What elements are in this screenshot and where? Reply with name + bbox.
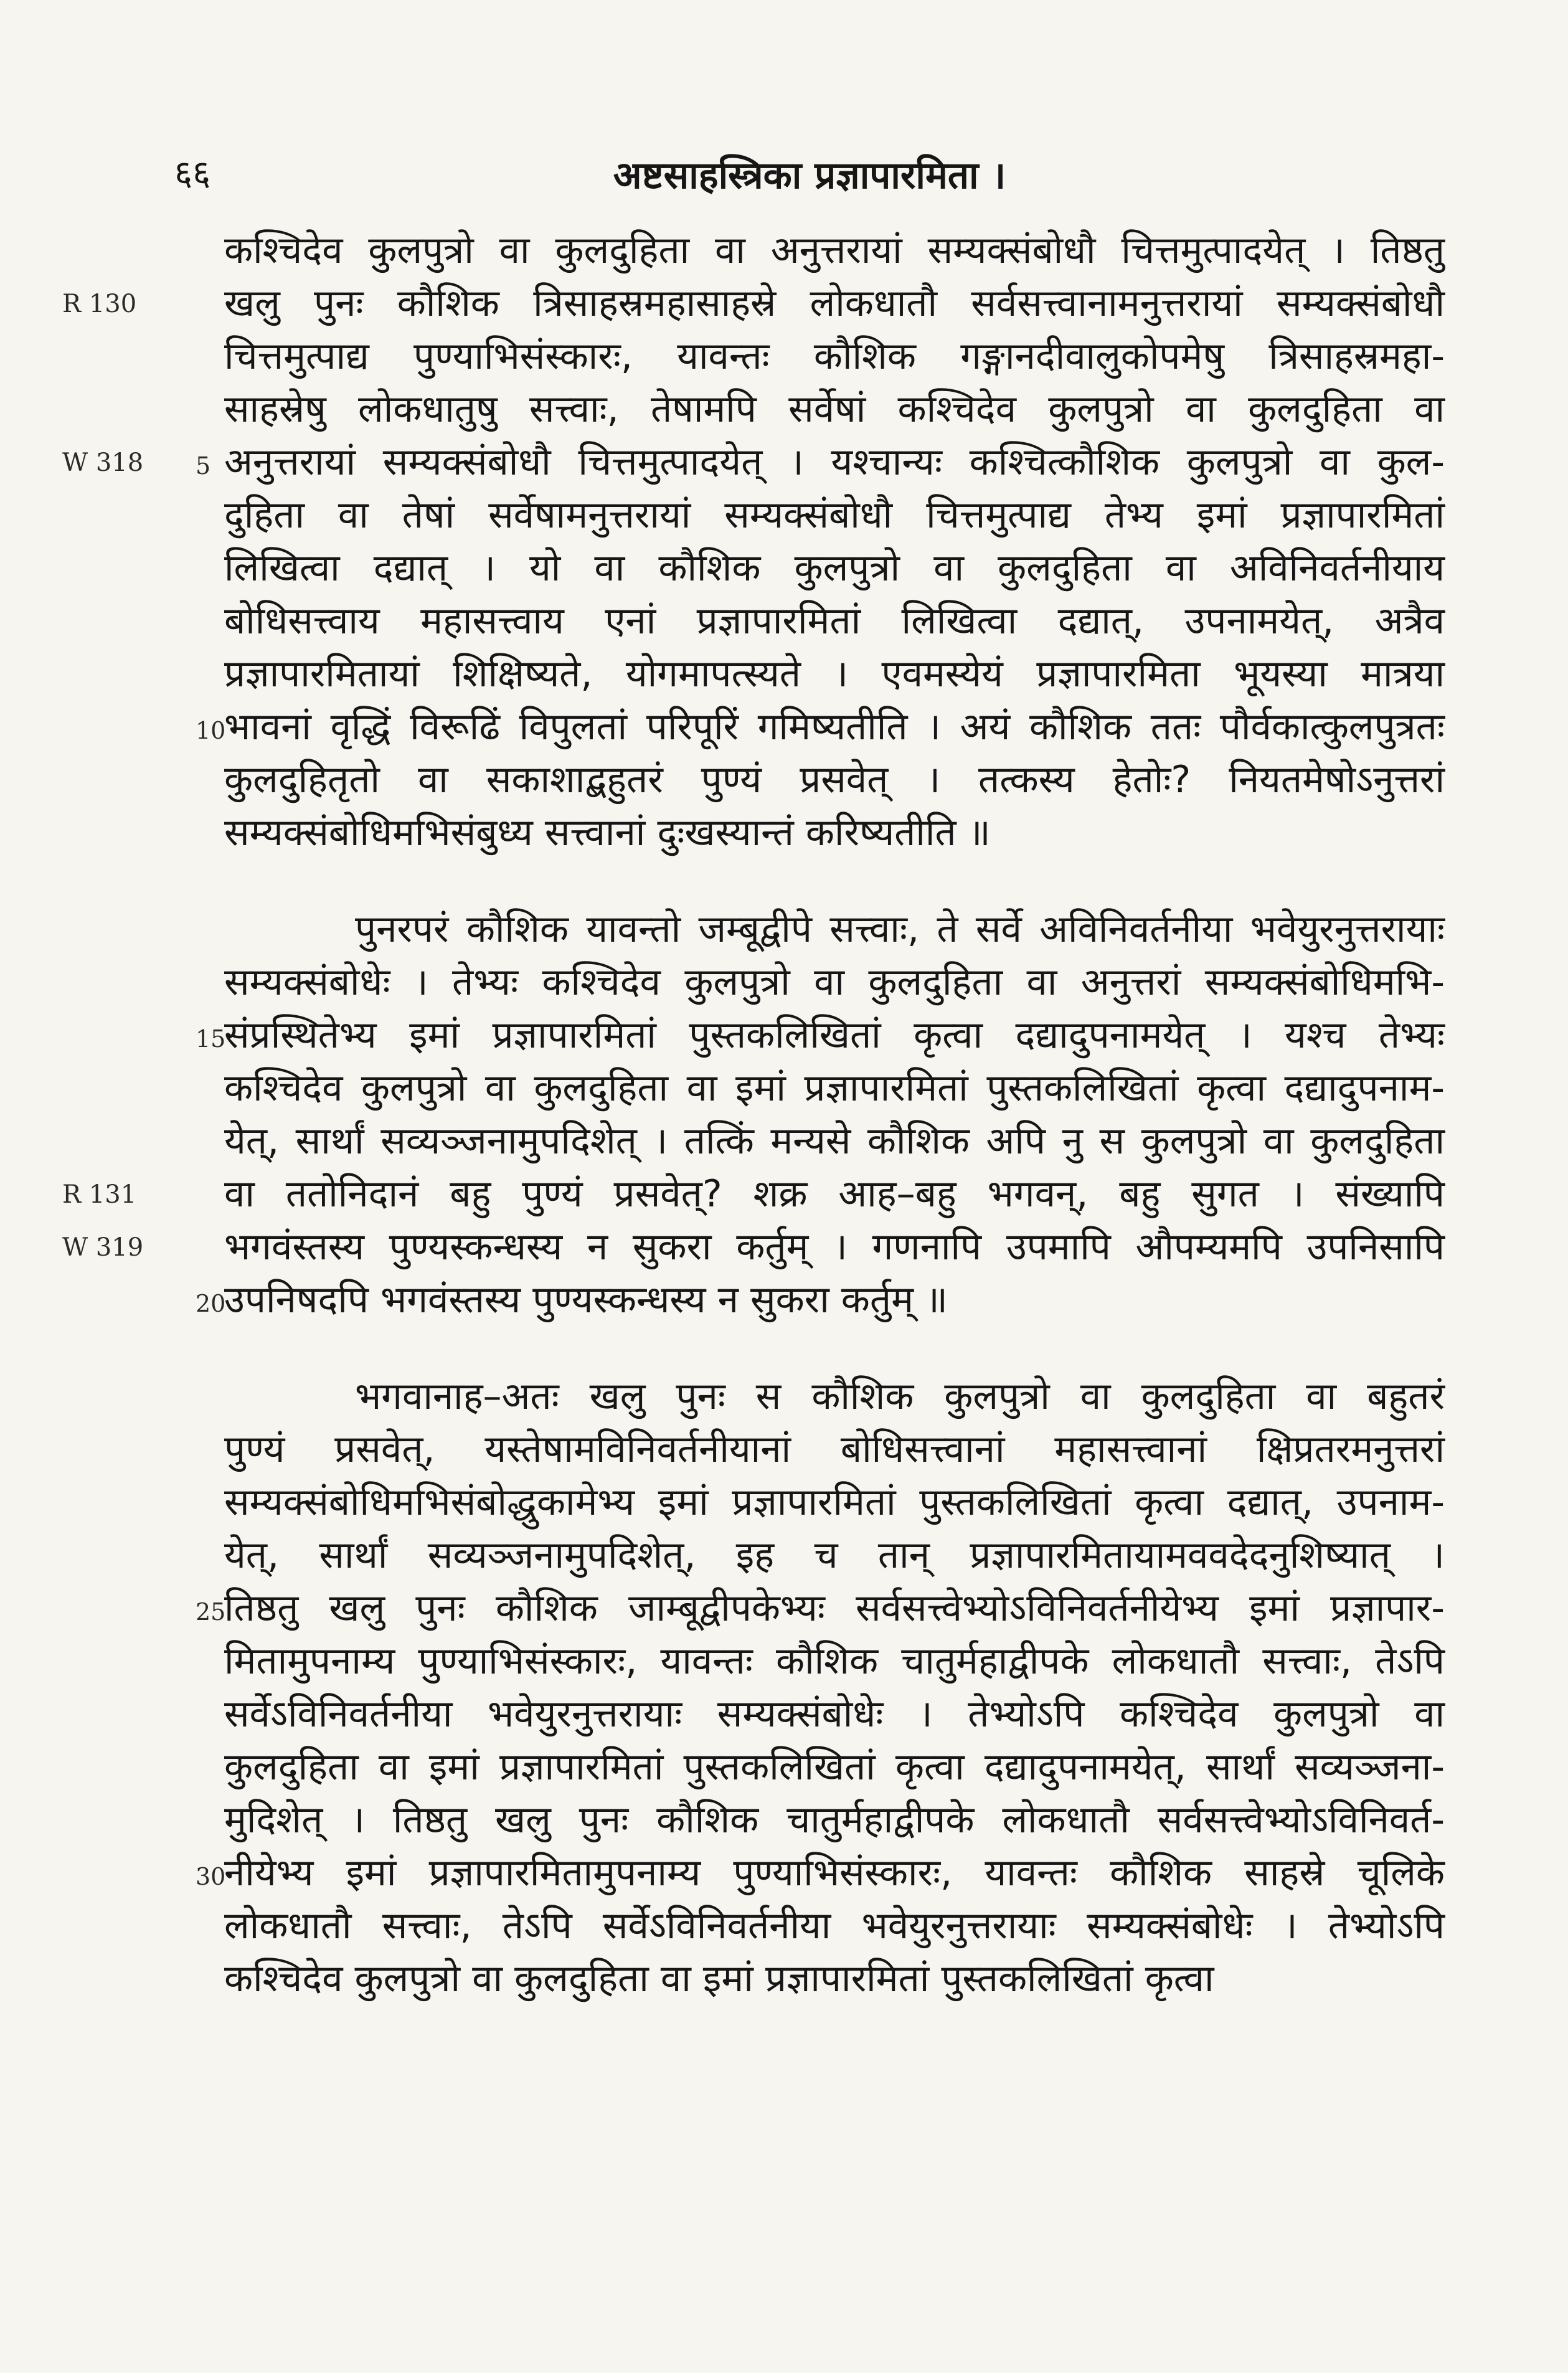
text-line: भगवंस्तस्य पुण्यस्कन्धस्य न सुकरा कर्तुम् । गणनापि उपमापि औपम्यमपि उपनिसापि — [224, 1225, 1445, 1269]
text-line: प्रज्ञापारमितायां शिक्षिष्यते, योगमापत्स्यते । एवमस्येयं प्रज्ञापारमिता भूयस्या मात्रया — [224, 652, 1445, 696]
text-line: पुनरपरं कौशिक यावन्तो जम्बूद्वीपे सत्त्वाः, ते सर्वे अविनिवर्तनीया भवेयुरनुत्तरायाः — [355, 907, 1445, 951]
text-line: चित्तमुत्पाद्य पुण्याभिसंस्कारः, यावन्तः कौशिक गङ्गानदीवालुकोपमेषु त्रिसाहस्रमहा- — [224, 334, 1445, 378]
text-line: 25 तिष्ठतु खलु पुनः कौशिक जाम्बूद्वीपकेभ्यः सर्वसत्त्वेभ्योऽविनिवर्तनीयेभ्य इमां प्रज्ञापार- — [224, 1582, 1445, 1635]
text-line: कश्चिदेव कुलपुत्रो वा कुलदुहिता वा इमां प्रज्ञापारमितां पुस्तकलिखितां कृत्वा — [224, 1957, 1214, 2001]
text-line: भगवानाह–अतः खलु पुनः स कौशिक कुलपुत्रो वा कुलदुहिता वा बहुतरं — [355, 1375, 1445, 1418]
text-line: 5 अनुत्तरायां सम्यक्संबोधौ चित्तमुत्पादयेत् । यश्चान्यः कश्चित्कौशिक कुलपुत्रो वा कुल- — [224, 436, 1445, 489]
paragraph-gap — [224, 860, 1445, 903]
text-line: मितामुपनाम्य पुण्याभिसंस्कारः, यावन्तः कौशिक चातुर्महाद्वीपके लोकधातौ सत्त्वाः, तेऽपि — [224, 1639, 1445, 1683]
margin-reference: W 319 — [62, 1233, 144, 1262]
paragraph — [196, 1370, 1445, 2006]
page-number: ६६ — [174, 153, 211, 194]
body-text — [196, 224, 1445, 2006]
text-line: दुहिता वा तेषां सर्वेषामनुत्तरायां सम्यक्संबोधौ चित्तमुत्पाद्य तेभ्य इमां प्रज्ञापारमितां — [224, 493, 1445, 537]
text-line: बोधिसत्त्वाय महासत्त्वाय एनां प्रज्ञापारमितां लिखित्वा दद्यात्, उपनामयेत्, अत्रैव — [224, 599, 1445, 643]
text-line: सम्यक्संबोधिमभिसंबुध्य सत्त्वानां दुःखस्यान्तं करिष्यतीति ॥ — [224, 811, 991, 855]
text-line: कश्चिदेव कुलपुत्रो वा कुलदुहिता वा अनुत्तरायां सम्यक्संबोधौ चित्तमुत्पादयेत् । तिष्ठतु — [224, 229, 1445, 272]
text-line: वा ततोनिदानं बहु पुण्यं प्रसवेत्? शक्र आह–बहु भगवन्, बहु सुगत । संख्यापि — [224, 1172, 1445, 1216]
running-title: अष्टसाहस्त्रिका प्रज्ञापारमिता । — [613, 154, 1006, 197]
text-line: 15 संप्रस्थितेभ्य इमां प्रज्ञापारमितां पुस्तकलिखितां कृत्वा दद्यादुपनामयेत् । यश्च तेभ्यः — [224, 1009, 1445, 1062]
line-number: 10 — [196, 717, 226, 744]
paragraph-gap — [224, 1327, 1445, 1370]
paragraph — [196, 224, 1445, 860]
line-number: 20 — [196, 1290, 226, 1317]
text-line: सम्यक्संबोधेः । तेभ्यः कश्चिदेव कुलपुत्रो वा कुलदुहिता वा अनुत्तरां सम्यक्संबोधिमभि- — [224, 960, 1445, 1004]
margin-reference: W 318 — [62, 448, 144, 477]
text-line: 30 नीयेभ्य इमां प्रज्ञापारमितामुपनाम्य पुण्याभिसंस्कारः, यावन्तः कौशिक साहस्रे चूलिके — [224, 1847, 1445, 1900]
text-line: कुलदुहिता वा इमां प्रज्ञापारमितां पुस्तकलिखितां कृत्वा दद्यादुपनामयेत्, सार्थां सव्यञ्जना- — [224, 1745, 1445, 1789]
text-line: 10 भावनां वृद्धिं विरूढिं विपुलतां परिपूरिं गमिष्यतीति । अयं कौशिक ततः पौर्वकात्कुलपुत्रतः — [224, 701, 1445, 754]
text-line: 20 उपनिषदपि भगवंस्तस्य पुण्यस्कन्धस्य न सुकरा कर्तुम् ॥ — [224, 1274, 1445, 1327]
line-number: 5 — [196, 452, 211, 480]
text-line: कश्चिदेव कुलपुत्रो वा कुलदुहिता वा इमां प्रज्ञापारमितां पुस्तकलिखितां कृत्वा दद्यादुपनाम- — [224, 1066, 1445, 1110]
text-line: मुदिशेत् । तिष्ठतु खलु पुनः कौशिक चातुर्महाद्वीपके लोकधातौ सर्वसत्त्वेभ्योऽविनिवर्त- — [224, 1798, 1445, 1842]
page-header — [174, 148, 1445, 204]
text-line: पुण्यं प्रसवेत्, यस्तेषामविनिवर्तनीयानां बोधिसत्त्वानां महासत्त्वानां क्षिप्रतरमनुत्तरां — [224, 1428, 1445, 1471]
line-number: 25 — [196, 1598, 226, 1626]
line-number: 30 — [196, 1863, 226, 1890]
text-line: सर्वेऽविनिवर्तनीया भवेयुरनुत्तरायाः सम्यक्संबोधेः । तेभ्योऽपि कश्चिदेव कुलपुत्रो वा — [224, 1692, 1445, 1736]
text-line: येत्, सार्थां सव्यञ्जनामुपदिशेत् । तत्किं मन्यसे कौशिक अपि नु स कुलपुत्रो वा कुलदुहिता — [224, 1119, 1445, 1163]
text-line: कुलदुहितृतो वा सकाशाद्बहुतरं पुण्यं प्रसवेत् । तत्कस्य हेतोः? नियतमेषोऽनुत्तरां — [224, 758, 1445, 802]
margin-reference: R 130 — [62, 290, 137, 318]
text-line: येत्, सार्थां सव्यञ्जनामुपदिशेत्, इह च तान् प्रज्ञापारमितायामववदेदनुशिष्यात् । — [224, 1533, 1445, 1577]
text-line: साहस्रेषु लोकधातुषु सत्त्वाः, तेषामपि सर्वेषां कश्चिदेव कुलपुत्रो वा कुलदुहिता वा — [224, 387, 1445, 431]
margin-reference: R 131 — [62, 1180, 137, 1209]
paragraph — [196, 903, 1445, 1327]
text-line: लोकधातौ सत्त्वाः, तेऽपि सर्वेऽविनिवर्तनीया भवेयुरनुत्तरायाः सम्यक्संबोधेः । तेभ्योऽपि — [224, 1904, 1445, 1948]
text-line: खलु पुनः कौशिक त्रिसाहस्रमहासाहस्रे लोकधातौ सर्वसत्त्वानामनुत्तरायां सम्यक्संबोधौ — [224, 282, 1445, 325]
text-line: लिखित्वा दद्यात् । यो वा कौशिक कुलपुत्रो वा कुलदुहिता वा अविनिवर्तनीयाय — [224, 546, 1445, 590]
text-line: सम्यक्संबोधिमभिसंबोद्धुकामेभ्य इमां प्रज्ञापारमितां पुस्तकलिखितां कृत्वा दद्यात्, उपनाम- — [224, 1480, 1445, 1524]
line-number: 15 — [196, 1025, 226, 1053]
